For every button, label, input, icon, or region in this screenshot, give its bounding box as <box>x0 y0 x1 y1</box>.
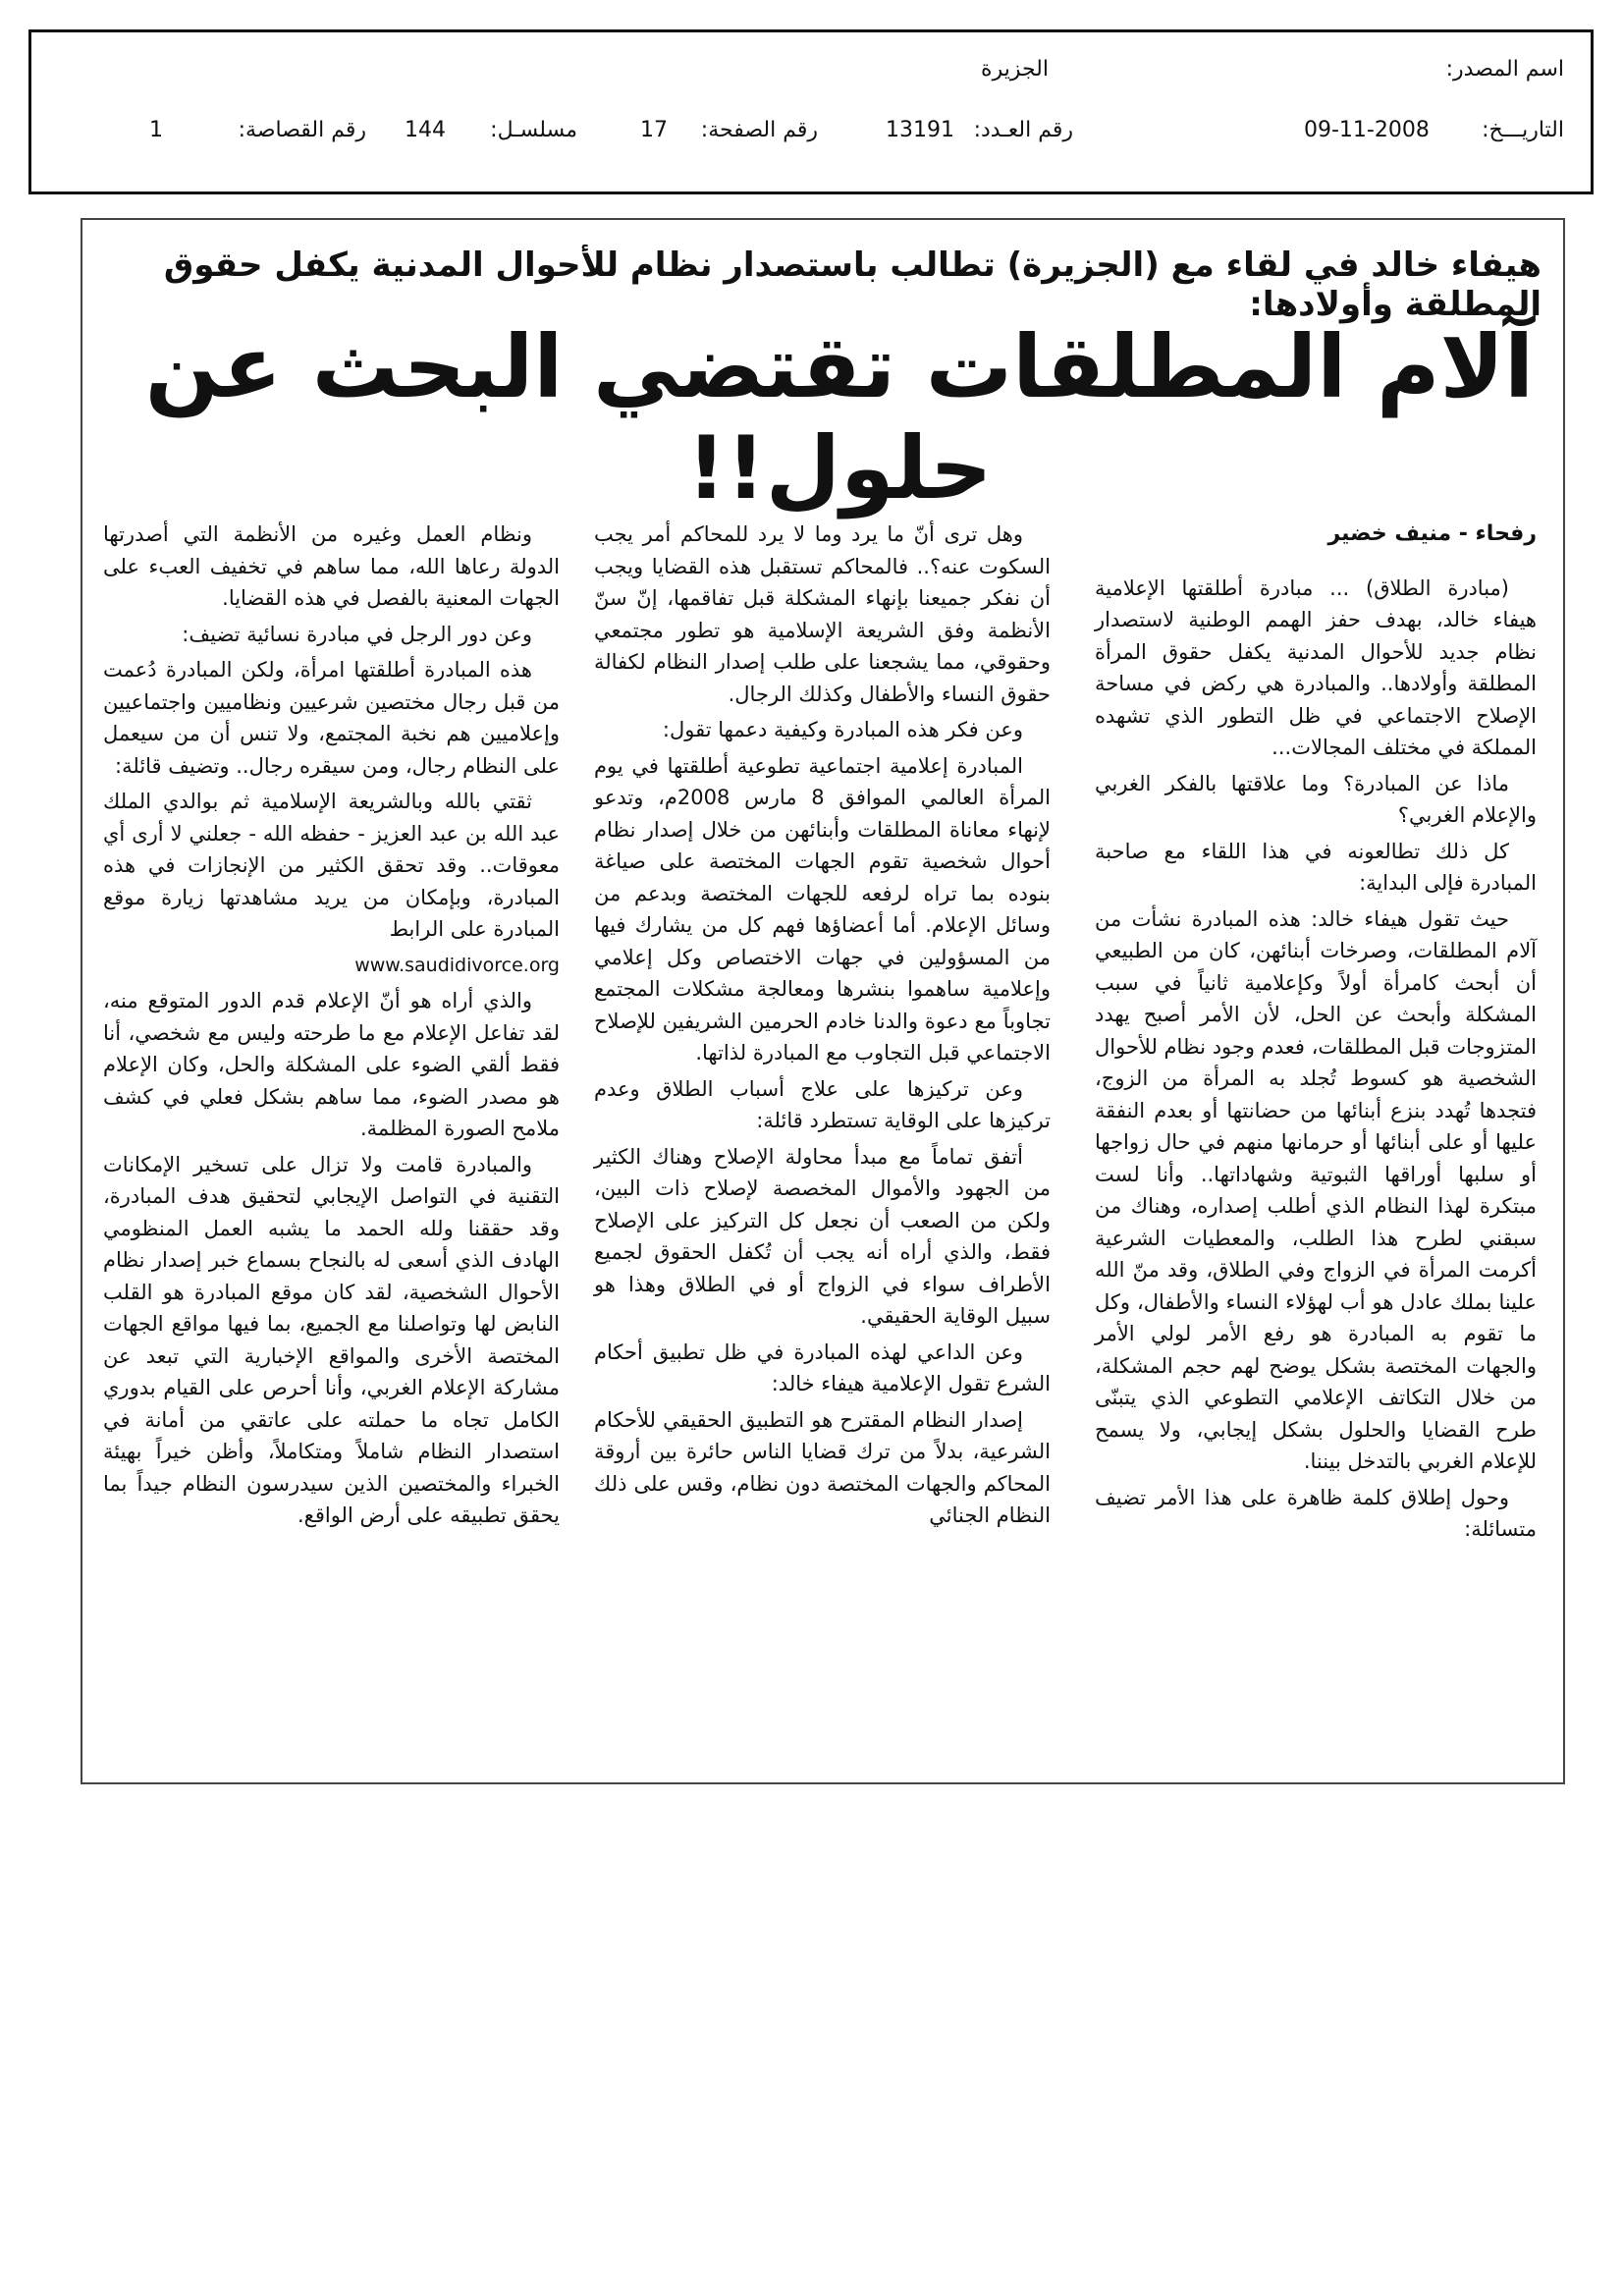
paragraph: وعن دور الرجل في مبادرة نسائية تضيف: <box>182 622 532 646</box>
paragraph: ثقتي بالله وبالشريعة الإسلامية ثم بوالدي الملك عبد الله بن عبد العزيز - حفظه الله - جعلني لا أرى أي معوقات.. وقد تحقق الكثير من الإنجازات في هذه المبادرة، وبإمكان من يريد مشاهدتها زيارة موقع المبادرة على الرابط <box>103 790 560 941</box>
metadata-header-box <box>28 29 1594 194</box>
article-column-1 <box>1095 519 1537 1550</box>
paragraph: هذه المبادرة أطلقتها امرأة، ولكن المبادرة دُعمت من قبل رجال مختصين شرعيين ونظاميين واجتماعيين وإعلاميين هم نخبة المجتمع، ولا تنس أن من سيعمل على النظام رجال، ومن سيقره رجال.. وتضيف قائلة: <box>103 658 560 778</box>
initiative-website-link[interactable]: www.saudidivorce.org <box>354 954 560 976</box>
serial-value: 144 <box>405 118 446 142</box>
clipping-label: رقم القصاصة: <box>238 118 366 142</box>
source-label: اسم المصدر: <box>1445 57 1564 82</box>
paragraph: المبادرة إعلامية اجتماعية تطوعية أطلقتها في يوم المرأة العالمي الموافق 8 مارس 2008م، وتدعو لإنهاء معاناة المطلقات وأبنائهن من خلال إصدار نظام أحوال شخصية تقوم الجهات المختصة على صياغة بنوده بما تراه لرفعه للجهات المختصة وبدعم من وسائل الإعلام. أما أعضاؤها فهم كل من يشارك فيها من المسؤولين في جهات الاختصاص وكل إعلامي وإعلامية ساهموا بنشرها ومعالجة مشكلات المجتمع تجاوباً مع دعوة والدنا خادم الحرمين الشريفين للإصلاح الاجتماعي قبل التجاوب مع المبادرة لذاتها. <box>594 753 1051 1065</box>
paragraph: ماذا عن المبادرة؟ وما علاقتها بالفكر الغربي والإعلام الغربي؟ <box>1095 771 1537 827</box>
source-value: الجزيرة <box>981 57 1049 82</box>
issue-label: رقم العـدد: <box>973 118 1073 142</box>
date-label: التاريـــخ: <box>1482 118 1564 142</box>
article-byline: رفحاء - منيف خضير <box>1327 521 1537 546</box>
issue-value: 13191 <box>886 118 954 142</box>
paragraph: كل ذلك تطالعونه في هذا اللقاء مع صاحبة المبادرة فإلى البداية: <box>1095 839 1537 895</box>
paragraph: والمبادرة قامت ولا تزال على تسخير الإمكانات التقنية في التواصل الإيجابي لتحقيق هدف المبادرة، وقد حققنا ولله الحمد ما يشبه العمل المنظومي الهادف الذي أسعى له بالنجاح بسماع خبر إصدار نظام الأحوال الشخصية، لقد كان موقع المبادرة هو القلب النابض لها وتواصلنا مع الجميع، بما فيها مواقع الجهات المختصة الأخرى والمواقع الإخبارية التي تبعد عن مشاركة الإعلام الغربي، وأنا أحرص على القيام بدوري الكامل تجاه ما حملته على عاتقي من أمانة في استصدار النظام شاملاً ومتكاملاً، وأظن خيراً بهيئة الخبراء والمختصين الذين سيدرسون النظام جيداً بما يحقق تطبيقه على أرض الواقع. <box>103 1152 560 1527</box>
paragraph: (مبادرة الطلاق) ... مبادرة أطلقتها الإعلامية هيفاء خالد، بهدف حفز الهمم الوطنية لاستصدار نظام جديد للأحوال المدنية يكفل حقوق المرأة المطلقة وأولادها.. والمبادرة هي ركض في مساحة الإصلاح الاجتماعي في ظل التطور الذي تشهده المملكة في مختلف المجالات... <box>1095 575 1537 759</box>
paragraph: وحول إطلاق كلمة ظاهرة على هذا الأمر تضيف متسائلة: <box>1095 1485 1537 1541</box>
paragraph: وعن فكر هذه المبادرة وكيفية دعمها تقول: <box>662 718 1023 741</box>
article-column-3 <box>103 519 560 1536</box>
paragraph: إصدار النظام المقترح هو التطبيق الحقيقي للأحكام الشرعية، بدلاً من ترك قضايا الناس حائرة بين أروقة المحاكم والجهات المختصة دون نظام، وقس على ذلك النظام الجنائي <box>594 1407 1051 1527</box>
serial-label: مسلسـل: <box>490 118 577 142</box>
paragraph: أتفق تماماً مع مبدأ محاولة الإصلاح وهناك الكثير من الجهود والأموال المخصصة لإصلاح ذات البين، ولكن من الصعب أن نجعل كل التركيز على الإصلاح فقط، والذي أراه أنه يجب أن تُكفل الحقوق لجميع الأطراف سواء في الزواج أو في الطلاق وهذا هو سبيل الوقاية الحقيقي. <box>594 1144 1051 1328</box>
clipping-value: 1 <box>149 118 163 142</box>
article-subheadline: هيفاء خالد في لقاء مع (الجزيرة) تطالب باستصدار نظام للأحوال المدنية يكفل حقوق المطلقة وأولادها: <box>163 246 1542 324</box>
page-value: 17 <box>640 118 668 142</box>
date-value: 09-11-2008 <box>1304 118 1430 142</box>
paragraph: وعن الداعي لهذه المبادرة في ظل تطبيق أحكام الشرع تقول الإعلامية هيفاء خالد: <box>594 1339 1051 1395</box>
paragraph: وهل ترى أنّ ما يرد وما لا يرد للمحاكم أمر يجب السكوت عنه؟.. فالمحاكم تستقبل هذه القضايا ويجب أن نفكر جميعنا بإنهاء المشكلة قبل تفاقمها، إنّ سنّ الأنظمة وفق الشريعة الإسلامية هو تطور مجتمعي وحقوقي، مما يشجعنا على طلب إصدار النظام لكفالة حقوق النساء والأطفال وكذلك الرجال. <box>594 522 1051 706</box>
article-headline: آلام المطلقات تقتضي البحث عن حلول!! <box>144 316 1535 519</box>
article-column-2 <box>594 519 1051 1536</box>
page-label: رقم الصفحة: <box>700 118 818 142</box>
paragraph: والذي أراه هو أنّ الإعلام قدم الدور المتوقع منه، لقد تفاعل الإعلام مع ما طرحته وليس مع شخصي، أنا فقط ألقي الضوء على المشكلة والحل، وكان الإعلام هو مصدر الضوء، مما ساهم بشكل فعلي في كشف ملامح الصورة المظلمة. <box>103 989 560 1140</box>
paragraph: حيث تقول هيفاء خالد: هذه المبادرة نشأت من آلام المطلقات، وصرخات أبنائهن، كان من الطبيعي أن أبحث كامرأة أولاً وكإعلامية ثانياً في سبب المشكلة وأبحث عن الحل، لأن الأمر أصبح يهدد المتزوجات قبل المطلقات، فعدم وجود نظام للأحوال الشخصية هو كسوط تُجلد به المرأة من الزوج، فتجدها تُهدد بنزع أبنائها من حضانتها أو بعدم النفقة عليها أو على أبنائها أو حرمانها منهم في حال زواجها أو سلبها أوراقها الثبوتية وشهاداتها.. وأنا لست مبتكرة لهذا النظام الذي أطلب إصداره، وهناك من سبقني لطرح هذا الطلب، والمعطيات الشرعية أكرمت المرأة في الزواج وفي الطلاق، وقد منّ الله علينا بملك عادل هو أب لهؤلاء النساء والأطفال، وكل ما تقوم به المبادرة هو رفع الأمر لولي الأمر والجهات المختصة بشكل يوضح لهم حجم المشكلة، من خلال التكاتف الإعلامي التطوعي الذي يتبنّى طرح القضايا والحلول بشكل إيجابي، ولا يسمح للإعلام الغربي بالتدخل بيننا. <box>1095 906 1537 1473</box>
paragraph: ونظام العمل وغيره من الأنظمة التي أصدرتها الدولة رعاها الله، مما ساهم في تخفيف العبء على الجهات المعنية بالفصل في هذه القضايا. <box>103 522 560 610</box>
paragraph: وعن تركيزها على علاج أسباب الطلاق وعدم تركيزها على الوقاية تستطرد قائلة: <box>594 1076 1051 1132</box>
